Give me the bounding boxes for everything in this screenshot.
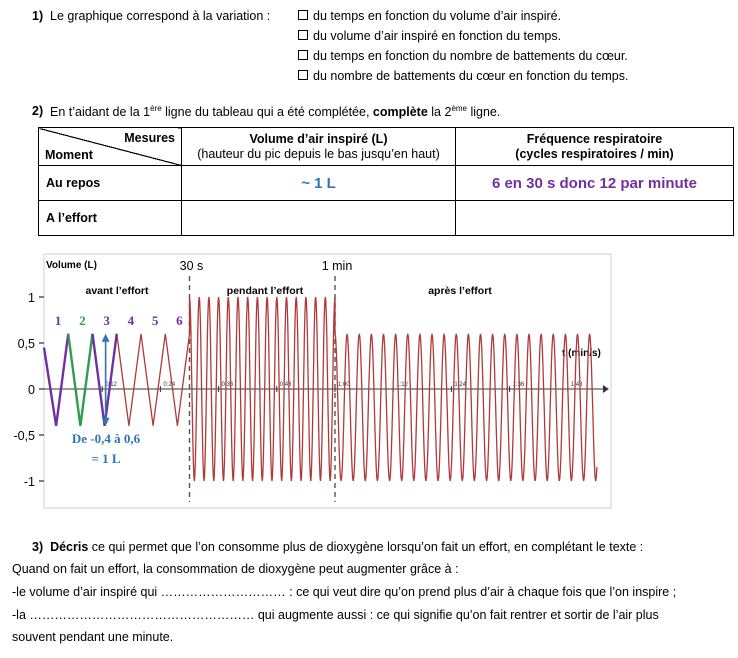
question-1-text: Le graphique correspond à la variation :: [50, 9, 271, 23]
q3-line-3: -la ……………………………………………… qui augmente aussi : ce qui signifie qu’on fait rentrer et sortir de l’air plus: [12, 608, 659, 622]
corner-top-label: Mesures: [124, 131, 175, 145]
x-tick-label: 0:24: [163, 382, 176, 388]
header-volume: Volume d’air inspiré (L) (hauteur du pic depuis le bas jusqu’en haut): [182, 128, 456, 166]
x-tick-label: 0:48: [279, 382, 292, 388]
checkbox-icon[interactable]: [298, 30, 308, 40]
checkbox-icon[interactable]: [298, 70, 308, 80]
question-1-number: 1): [32, 9, 44, 23]
effort-volume-cell[interactable]: [182, 201, 456, 236]
x-tick-label: 1:12: [396, 382, 408, 388]
x-tick-label: 1:48: [570, 382, 583, 388]
header-frequency: Fréquence respiratoire (cycles respiratoires / min): [456, 128, 734, 166]
cycle-number: 5: [151, 313, 159, 328]
phase-label: pendant l’effort: [226, 285, 304, 297]
x-tick-label: 1:00: [338, 382, 350, 388]
x-tick-label: 1:36: [512, 382, 525, 388]
y-tick-label: 0,5: [17, 337, 35, 351]
checkbox-icon[interactable]: [298, 10, 308, 20]
table-corner-cell: [39, 128, 182, 166]
cycle-number: 3: [103, 313, 110, 328]
x-axis-label: t (min/s): [562, 348, 601, 359]
x-tick-label: 1:24: [454, 382, 467, 388]
rest-volume-value: ~ 1 L: [182, 166, 456, 201]
cycle-number: 4: [127, 313, 135, 328]
cycle-number: 1: [54, 313, 62, 328]
question-3-text: 3) Décris ce qui permet que l’on consomme plus de dioxygène lorsqu’on fait un effort, en complétant le texte :: [32, 540, 644, 554]
option-1[interactable]: du temps en fonction du volume d’air inspiré.: [298, 9, 561, 23]
spirogram-chart: [0, 248, 738, 520]
y-axis-label: Volume (L): [46, 260, 97, 271]
marker-label: 1 min: [321, 259, 353, 273]
amplitude-annotation: De -0,4 à 0,6: [71, 431, 141, 446]
cycle-number: 2: [79, 313, 86, 328]
measures-table: [38, 127, 734, 236]
option-2[interactable]: du volume d’air inspiré en fonction du temps.: [298, 29, 561, 43]
option-4[interactable]: du nombre de battements du cœur en fonction du temps.: [298, 69, 628, 83]
phase-label: avant l’effort: [85, 285, 149, 297]
question-2-number: 2): [32, 104, 44, 118]
corner-bottom-label: Moment: [45, 148, 93, 162]
y-tick-label: -1: [23, 475, 35, 489]
option-3[interactable]: du temps en fonction du nombre de battements du cœur.: [298, 49, 628, 63]
effort-frequency-cell[interactable]: [456, 201, 734, 236]
row-label: Au repos: [39, 166, 182, 201]
checkbox-icon[interactable]: [298, 50, 308, 60]
amplitude-annotation-result: = 1 L: [91, 451, 121, 466]
q3-line-4: souvent pendant une minute.: [12, 630, 174, 644]
x-tick-label: 0:36: [221, 382, 234, 388]
question-2-text: En t’aidant de la 1ère ligne du tableau qui a été complétée, complète la 2ème ligne.: [50, 104, 501, 120]
y-tick-label: -0,5: [13, 429, 35, 443]
x-tick-label: 0:12: [105, 382, 117, 388]
row-label: A l’effort: [39, 201, 182, 236]
q3-line-1: Quand on fait un effort, la consommation de dioxygène peut augmenter grâce à :: [12, 562, 459, 576]
y-tick-label: 0: [28, 383, 35, 397]
table-row: [39, 201, 734, 236]
q3-line-2: -le volume d’air inspiré qui ………………………… : ce qui veut dire qu’on prend plus d’air à chaque fois que l’on inspire ;: [12, 585, 677, 599]
cycle-number: 6: [176, 313, 183, 328]
y-tick-label: 1: [28, 291, 35, 305]
rest-frequency-value: 6 en 30 s donc 12 par minute: [456, 166, 734, 201]
marker-label: 30 s: [179, 259, 204, 273]
phase-label: après l’effort: [428, 285, 492, 297]
table-row: [39, 166, 734, 201]
